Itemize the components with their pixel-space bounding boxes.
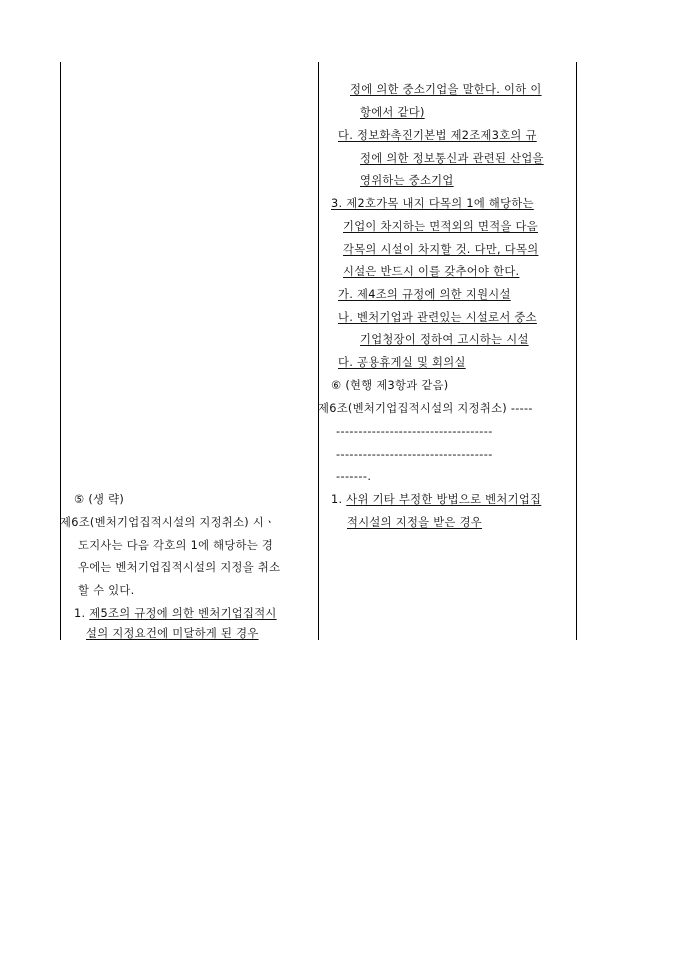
right-line: 각목의 시설이 차지할 것. 다만, 다목의 [343, 243, 539, 256]
right-line: 기업이 차지하는 면적외의 면적을 다음 [343, 220, 538, 233]
left-line [74, 606, 277, 622]
right-line: 항에서 같다) [360, 106, 425, 119]
left-line: 설의 지정요건에 미달하게 된 경우 [86, 627, 259, 640]
right-line [331, 492, 541, 508]
left-line: 제6조(벤처기업집적시설의 지정취소) 시ㆍ [60, 516, 276, 529]
right-line: -------. [336, 470, 372, 483]
list-number: 1. [331, 493, 347, 506]
table-right-border [576, 62, 577, 640]
left-line: 할 수 있다. [78, 584, 135, 597]
right-line: 나. 벤처기업과 관련있는 시설로서 중소 [338, 311, 537, 324]
left-line: 도지사는 다음 각호의 1에 해당하는 경 [78, 539, 274, 552]
table-center-divider [318, 62, 319, 640]
right-line: 제6조(벤처기업집적시설의 지정취소) ----- [318, 402, 533, 415]
list-text: 사위 기타 부정한 방법으로 벤처기업집 [346, 493, 542, 506]
right-line: 가. 제4조의 규정에 의한 지원시설 [338, 288, 511, 301]
table-left-border [60, 62, 61, 640]
right-line: 3. 제2호가목 내지 다목의 1에 해당하는 [331, 197, 534, 210]
right-line: 영위하는 중소기업 [360, 174, 454, 187]
right-line: ⑥ (현행 제3항과 같음) [331, 379, 449, 392]
list-text: 제5조의 규정에 의한 벤처기업집적시 [89, 607, 277, 620]
right-line: 기업청장이 정하여 고시하는 시설 [360, 333, 529, 346]
right-line: 적시설의 지정을 받은 경우 [347, 516, 483, 529]
left-line: 우에는 벤처기업집적시설의 지정을 취소 [78, 561, 281, 574]
right-line: 다. 정보화촉진기본법 제2조제3호의 규 [338, 129, 537, 142]
left-line: ⑤ (생 략) [74, 493, 125, 506]
right-line: ----------------------------------- [336, 448, 493, 461]
list-number: 1. [74, 607, 90, 620]
right-line: 시설은 반드시 이를 갖추어야 한다. [343, 265, 520, 278]
right-line: 정에 의한 정보통신과 관련된 산업을 [360, 152, 544, 165]
right-line: 다. 공용휴게실 및 회의실 [338, 356, 466, 369]
right-line: 정에 의한 중소기업을 말한다. 이하 이 [350, 83, 542, 96]
right-line: ----------------------------------- [336, 425, 493, 438]
